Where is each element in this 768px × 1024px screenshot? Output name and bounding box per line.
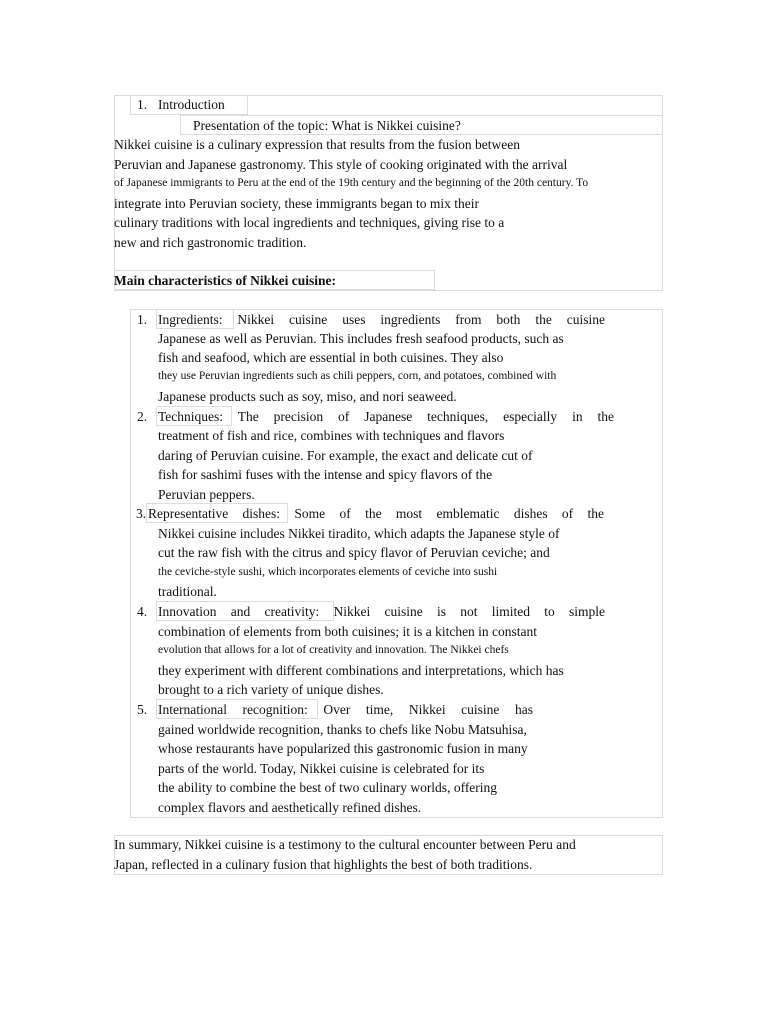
list-item-line: Japanese products such as soy, miso, and nori seaweed. (158, 389, 457, 404)
intro-paragraph-line: culinary traditions with local ingredients and techniques, giving rise to a (114, 215, 505, 230)
list-item-line: brought to a rich variety of unique dishes. (158, 682, 384, 697)
list-item-line: gained worldwide recognition, thanks to chefs like Nobu Matsuhisa, (158, 722, 527, 737)
intro-paragraph-line: new and rich gastronomic tradition. (114, 235, 307, 250)
list-item-line: Innovation and creativity: Nikkei cuisine is not limited to simple (158, 604, 605, 619)
list-item-line: fish and seafood, which are essential in both cuisines. They also (158, 350, 504, 365)
list-item-line: Techniques: The precision of Japanese techniques, especially in the (158, 409, 614, 424)
intro-subheading: Presentation of the topic: What is Nikkei cuisine? (193, 118, 461, 133)
list-item-number: 5. (137, 702, 148, 717)
list-item-line: treatment of fish and rice, combines with techniques and flavors (158, 428, 505, 443)
list-item-line: whose restaurants have popularized this gastronomic fusion in many (158, 741, 528, 756)
list-item-line: Nikkei cuisine includes Nikkei tiradito, which adapts the Japanese style of (158, 526, 560, 541)
summary-line: Japan, reflected in a culinary fusion that highlights the best of both traditions. (114, 857, 533, 872)
list-item-line: Japanese as well as Peruvian. This includes fresh seafood products, such as (158, 331, 564, 346)
intro-number: 1. (137, 97, 148, 112)
intro-paragraph-line: of Japanese immigrants to Peru at the end of the 19th century and the beginning of the 20th century. To (114, 177, 589, 189)
list-item-line: evolution that allows for a lot of creativity and innovation. The Nikkei chefs (158, 644, 509, 656)
list-item-line: Ingredients: Nikkei cuisine uses ingredients from both the cuisine (158, 312, 605, 327)
list-item-line: Representative dishes: Some of the most emblematic dishes of the (148, 506, 604, 521)
list-item-number: 1. (137, 312, 148, 327)
list-item-number: 4. (137, 604, 148, 619)
bullet-icon (183, 116, 192, 135)
list-item-line: International recognition: Over time, Nikkei cuisine has (158, 702, 533, 717)
list-item-line: the ability to combine the best of two culinary worlds, offering (158, 780, 498, 795)
list-item-line: complex flavors and aesthetically refined dishes. (158, 800, 422, 815)
intro-heading: Introduction (158, 97, 225, 112)
list-item-line: combination of elements from both cuisines; it is a kitchen in constant (158, 624, 538, 639)
list-item-line: the ceviche-style sushi, which incorporates elements of ceviche into sushi (158, 566, 498, 578)
list-item-line: Peruvian peppers. (158, 487, 255, 502)
list-item-line: traditional. (158, 584, 217, 599)
list-item-line: they use Peruvian ingredients such as chili peppers, corn, and potatoes, combined with (158, 370, 557, 382)
characteristics-heading: Main characteristics of Nikkei cuisine: (114, 273, 336, 288)
intro-paragraph-line: integrate into Peruvian society, these immigrants began to mix their (114, 196, 480, 211)
list-item-line: cut the raw fish with the citrus and spicy flavor of Peruvian ceviche; and (158, 545, 550, 560)
list-item-line: parts of the world. Today, Nikkei cuisine is celebrated for its (158, 761, 485, 776)
intro-paragraph-line: Peruvian and Japanese gastronomy. This style of cooking originated with the arrival (114, 157, 568, 172)
list-item-number: 3. (136, 506, 147, 521)
list-item-line: they experiment with different combinations and interpretations, which has (158, 663, 564, 678)
list-item-line: fish for sashimi fuses with the intense and spicy flavors of the (158, 467, 493, 482)
summary-line: In summary, Nikkei cuisine is a testimony to the cultural encounter between Peru and (114, 837, 576, 852)
intro-paragraph-line: Nikkei cuisine is a culinary expression that results from the fusion between (114, 137, 521, 152)
list-item-number: 2. (137, 409, 148, 424)
list-item-line: daring of Peruvian cuisine. For example, the exact and delicate cut of (158, 448, 533, 463)
